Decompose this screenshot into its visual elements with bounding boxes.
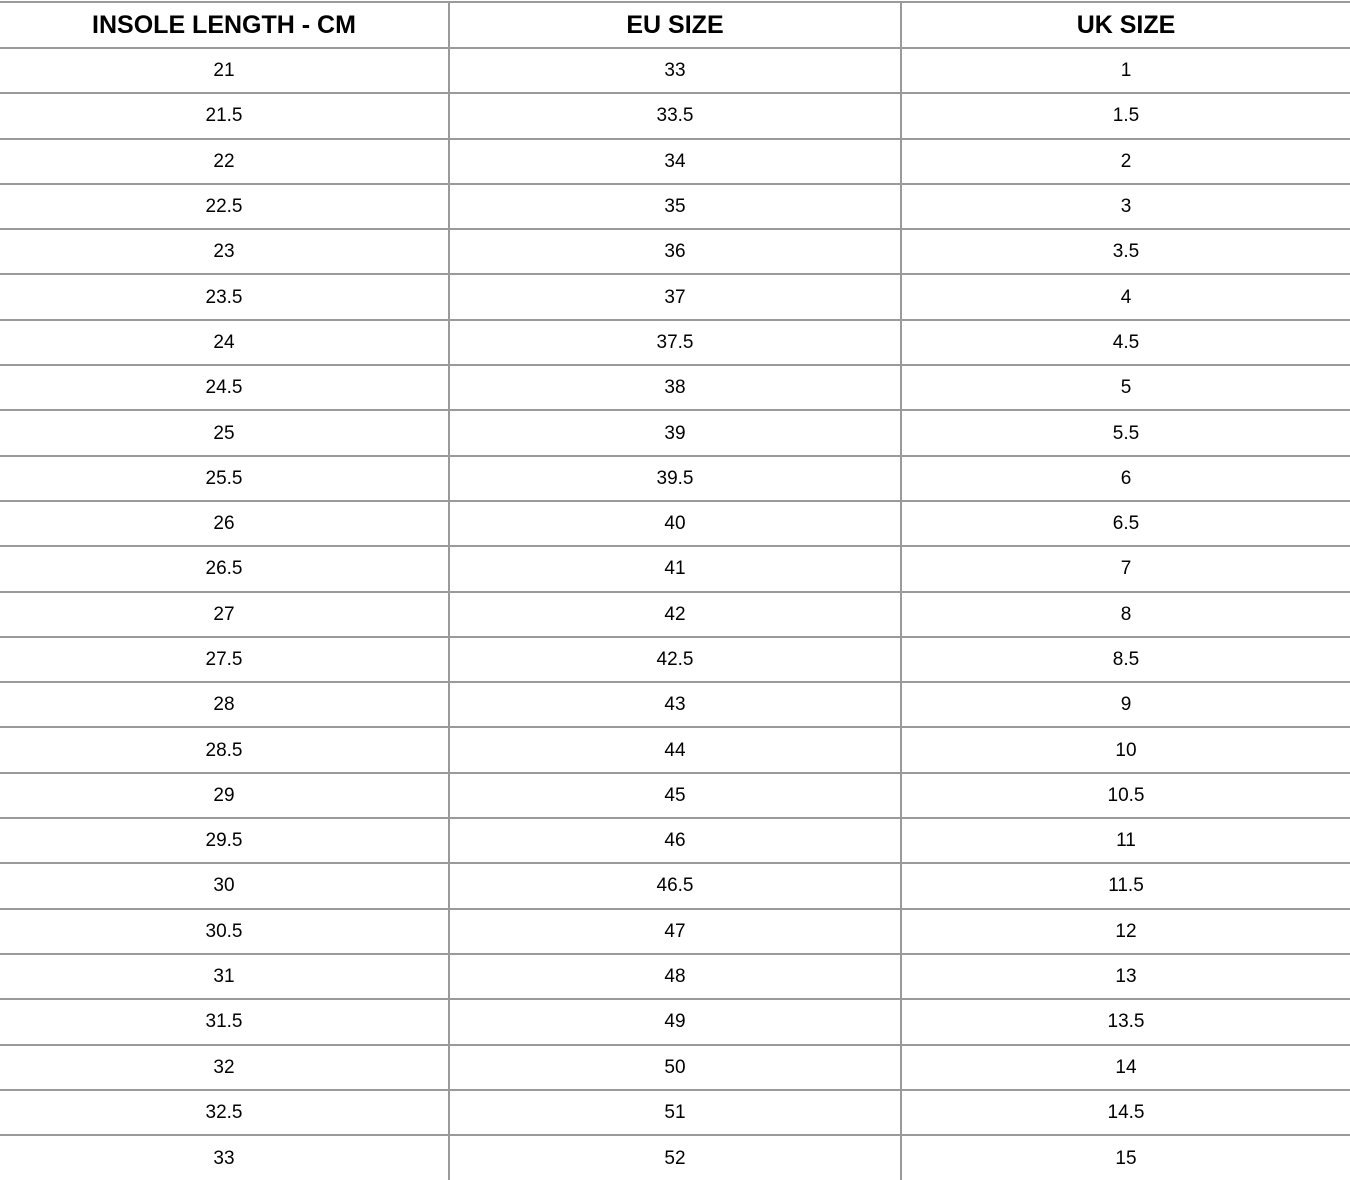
insole-length-cell: 27 (0, 592, 449, 637)
table-row (0, 184, 1350, 229)
table-row (0, 727, 1350, 772)
insole-length-cell: 32.5 (0, 1090, 449, 1135)
table-row (0, 139, 1350, 184)
uk-size-cell: 11 (901, 818, 1350, 863)
table-row (0, 456, 1350, 501)
uk-size-cell: 10.5 (901, 773, 1350, 818)
table-row (0, 410, 1350, 455)
insole-length-cell: 31.5 (0, 999, 449, 1044)
insole-length-cell: 32 (0, 1045, 449, 1090)
table-row (0, 682, 1350, 727)
insole-length-cell: 21 (0, 48, 449, 93)
insole-length-cell: 26.5 (0, 546, 449, 591)
uk-size-cell: 13 (901, 954, 1350, 999)
table-row (0, 501, 1350, 546)
table-row (0, 229, 1350, 274)
uk-size-cell: 1 (901, 48, 1350, 93)
insole-length-cell: 30.5 (0, 909, 449, 954)
insole-length-cell: 24.5 (0, 365, 449, 410)
uk-size-cell: 8 (901, 592, 1350, 637)
eu-size-cell: 40 (449, 501, 901, 546)
table-row (0, 48, 1350, 93)
table-row (0, 954, 1350, 999)
table-header (0, 2, 1350, 48)
insole-length-cell: 25 (0, 410, 449, 455)
insole-length-cell: 25.5 (0, 456, 449, 501)
table-body (0, 48, 1350, 1180)
insole-length-cell: 26 (0, 501, 449, 546)
table-row (0, 274, 1350, 319)
eu-size-cell: 44 (449, 727, 901, 772)
insole-length-cell: 30 (0, 863, 449, 908)
table-row (0, 546, 1350, 591)
uk-size-cell: 5 (901, 365, 1350, 410)
insole-length-cell: 24 (0, 320, 449, 365)
eu-size-cell: 48 (449, 954, 901, 999)
insole-length-cell: 29.5 (0, 818, 449, 863)
header-eu-size: EU SIZE (449, 2, 901, 48)
eu-size-cell: 43 (449, 682, 901, 727)
table-row (0, 637, 1350, 682)
uk-size-cell: 15 (901, 1135, 1350, 1180)
eu-size-cell: 42.5 (449, 637, 901, 682)
insole-length-cell: 27.5 (0, 637, 449, 682)
table-row (0, 863, 1350, 908)
insole-length-cell: 33 (213, 1147, 235, 1169)
eu-size-cell: 50 (449, 1045, 901, 1090)
uk-size-cell: 7 (901, 546, 1350, 591)
uk-size-cell: 5.5 (901, 410, 1350, 455)
eu-size-cell: 36 (449, 229, 901, 274)
table-row (0, 773, 1350, 818)
eu-size-cell: 33 (449, 48, 901, 93)
uk-size-cell: 6 (901, 456, 1350, 501)
uk-size-cell: 11.5 (901, 863, 1350, 908)
insole-length-cell: 22 (0, 139, 449, 184)
header-row (0, 2, 1350, 48)
insole-length-cell: 28.5 (0, 727, 449, 772)
table-row (0, 1045, 1350, 1090)
eu-size-cell: 34 (449, 139, 901, 184)
uk-size-cell: 1.5 (901, 93, 1350, 138)
table-row (0, 93, 1350, 138)
uk-size-cell: 4.5 (901, 320, 1350, 365)
eu-size-cell: 52 (449, 1135, 901, 1180)
uk-size-cell: 2 (901, 139, 1350, 184)
eu-size-cell: 39 (449, 410, 901, 455)
eu-size-cell: 46.5 (449, 863, 901, 908)
eu-size-cell: 33.5 (449, 93, 901, 138)
uk-size-cell: 3 (901, 184, 1350, 229)
table-row (0, 320, 1350, 365)
uk-size-cell: 13.5 (901, 999, 1350, 1044)
eu-size-cell: 51 (449, 1090, 901, 1135)
insole-length-cell: 29 (0, 773, 449, 818)
insole-length-cell: 21.5 (0, 93, 449, 138)
table-row (0, 1090, 1350, 1135)
uk-size-cell: 4 (901, 274, 1350, 319)
eu-size-cell: 37 (449, 274, 901, 319)
uk-size-cell: 10 (901, 727, 1350, 772)
table-row (0, 999, 1350, 1044)
insole-length-cell: 31 (0, 954, 449, 999)
header-uk-size: UK SIZE (901, 2, 1350, 48)
eu-size-cell: 41 (449, 546, 901, 591)
eu-size-cell: 45 (449, 773, 901, 818)
table-row (0, 818, 1350, 863)
eu-size-cell: 38 (449, 365, 901, 410)
eu-size-cell: 49 (449, 999, 901, 1044)
table-row (0, 592, 1350, 637)
eu-size-cell: 39.5 (449, 456, 901, 501)
uk-size-cell: 12 (901, 909, 1350, 954)
table-row (0, 365, 1350, 410)
eu-size-cell: 37.5 (449, 320, 901, 365)
uk-size-cell: 14.5 (901, 1090, 1350, 1135)
uk-size-cell: 8.5 (901, 637, 1350, 682)
insole-length-cell: 28 (0, 682, 449, 727)
table-row (0, 1135, 1350, 1180)
uk-size-cell: 9 (901, 682, 1350, 727)
size-conversion-table (0, 1, 1350, 1180)
insole-length-cell: 23.5 (0, 274, 449, 319)
eu-size-cell: 35 (449, 184, 901, 229)
eu-size-cell: 46 (449, 818, 901, 863)
uk-size-cell: 6.5 (901, 501, 1350, 546)
uk-size-cell: 14 (901, 1045, 1350, 1090)
eu-size-cell: 42 (449, 592, 901, 637)
eu-size-cell: 47 (449, 909, 901, 954)
header-insole-length: INSOLE LENGTH - CM (0, 2, 449, 48)
uk-size-cell: 3.5 (901, 229, 1350, 274)
insole-length-cell: 22.5 (0, 184, 449, 229)
table-row (0, 909, 1350, 954)
insole-length-cell: 23 (0, 229, 449, 274)
